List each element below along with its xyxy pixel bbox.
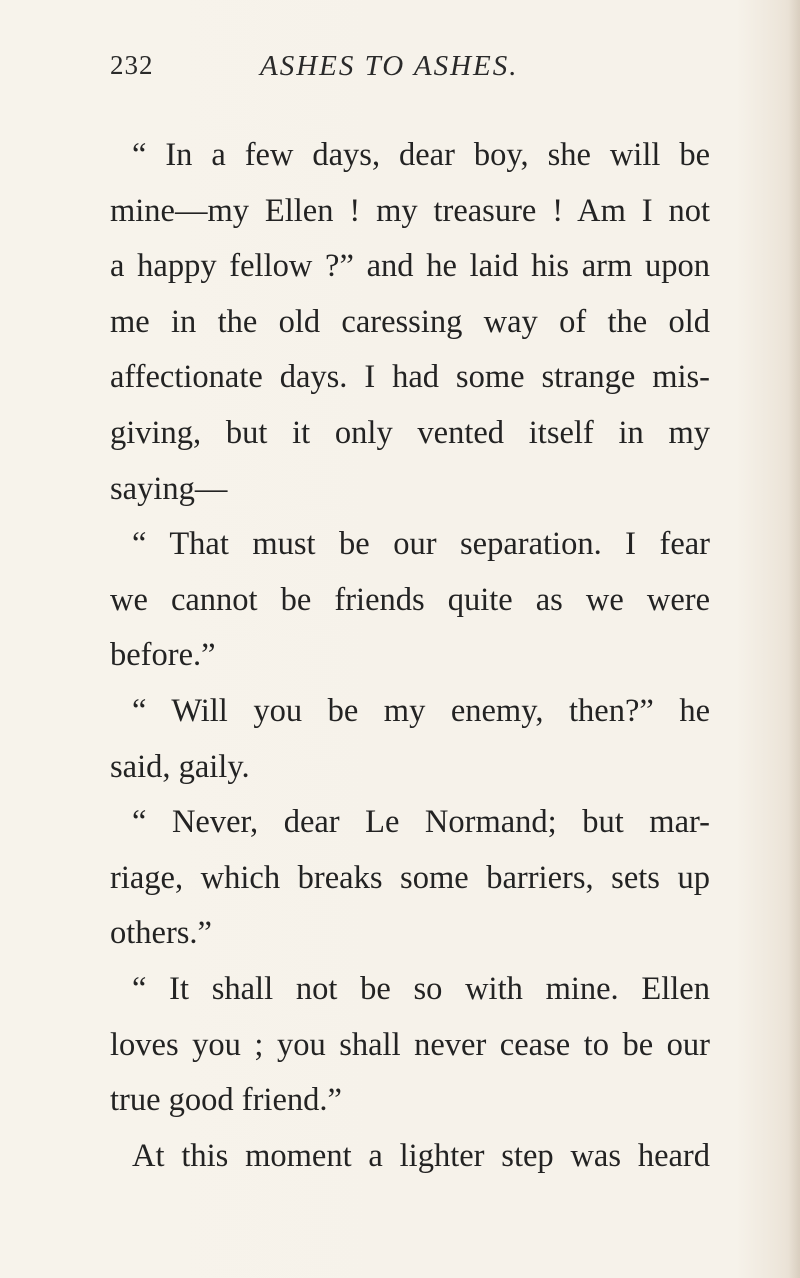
text-line: giving, but it only vented itself in my <box>110 414 710 451</box>
page-number: 232 <box>110 50 154 80</box>
text-line: true good friend.” <box>110 1082 342 1119</box>
text-line: before.” <box>110 637 216 674</box>
text-line: we cannot be friends quite as we were <box>110 581 710 618</box>
text-line: said, gaily. <box>110 748 250 785</box>
text-line: “ That must be our separation. I fear <box>132 526 710 563</box>
text-line: mine—my Ellen ! my treasure ! Am I not <box>110 192 710 229</box>
text-line: a happy fellow ?” and he laid his arm upon <box>110 248 710 285</box>
text-line: “ Never, dear Le Normand; but mar- <box>132 804 710 841</box>
page-header <box>110 50 710 90</box>
page-body-text <box>110 128 710 1184</box>
text-line: riage, which breaks some barriers, sets up <box>110 859 710 896</box>
text-line: “ Will you be my enemy, then?” he <box>132 692 710 729</box>
text-line: others.” <box>110 915 212 952</box>
text-line: me in the old caressing way of the old <box>110 303 710 340</box>
text-line: At this moment a lighter step was heard <box>132 1137 710 1174</box>
text-line: “ It shall not be so with mine. Ellen <box>132 970 710 1007</box>
running-title: ASHES TO ASHES. <box>260 50 519 82</box>
text-line: affectionate days. I had some strange mis- <box>110 359 710 396</box>
text-line: “ In a few days, dear boy, she will be <box>132 137 710 173</box>
text-line: saying— <box>110 470 228 507</box>
text-line: loves you ; you shall never cease to be our <box>110 1026 710 1063</box>
page-edge-shadow <box>788 0 800 1278</box>
